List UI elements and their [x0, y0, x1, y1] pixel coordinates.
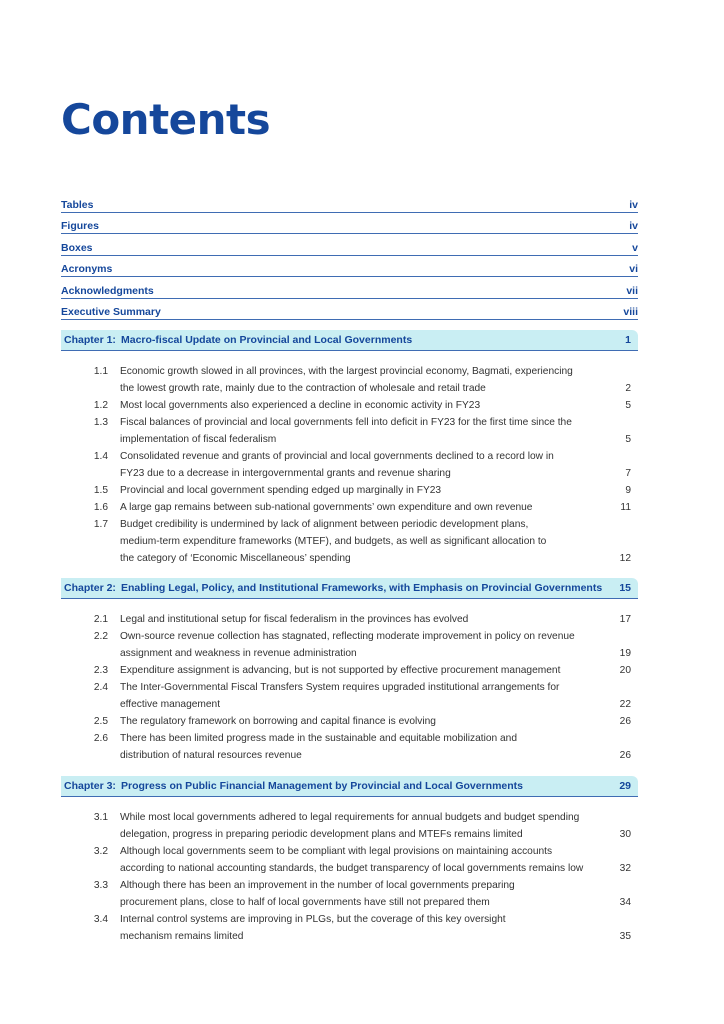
toc-section-1-3[interactable] — [61, 414, 631, 448]
section-number: 3.3 — [93, 880, 108, 891]
section-title: While most local governments adhered to legal requirements for annual budgets and budget spending delegation, progress in preparing periodic development plans and MTEFs remains limited — [120, 812, 580, 841]
toc-entry-page: iv — [629, 220, 638, 232]
toc-section-2-2[interactable] — [61, 628, 631, 662]
section-title: The Inter-Governmental Fiscal Transfers System requires upgraded institutional arrangements for effective management — [120, 682, 560, 711]
toc-entry-figures[interactable] — [61, 213, 638, 235]
section-number: 2.6 — [93, 733, 108, 744]
chapter-title: Enabling Legal, Policy, and Institutional Frameworks, with Emphasis on Provincial Governments — [121, 582, 603, 594]
toc-entry-page: v — [632, 241, 638, 254]
section-page: 7 — [625, 468, 631, 480]
toc-section-1-2[interactable] — [61, 397, 631, 414]
toc-entry-page: vii — [626, 284, 638, 297]
section-number: 1.3 — [93, 417, 108, 428]
toc-entry-boxes[interactable] — [61, 234, 638, 256]
toc-entry-tables[interactable] — [61, 191, 638, 213]
toc-entry-label: Acronyms — [61, 263, 113, 275]
section-number: 3.4 — [93, 914, 108, 925]
toc-entry-label: Tables — [61, 198, 94, 211]
toc-entry-label: Acknowledgments — [61, 284, 154, 297]
toc-entry-label: Boxes — [61, 241, 93, 254]
section-number: 2.1 — [93, 614, 108, 625]
chapter-2-heading[interactable] — [61, 578, 638, 599]
section-page: 20 — [619, 665, 631, 676]
chapter-title: Macro-fiscal Update on Provincial and Local Governments — [121, 334, 413, 346]
section-page: 5 — [625, 400, 631, 411]
section-title: Fiscal balances of provincial and local governments fell into deficit in FY23 for the first time since the implementation of fiscal federalism — [120, 417, 572, 446]
toc-section-3-2[interactable] — [61, 843, 631, 877]
section-number: 3.1 — [93, 812, 108, 823]
toc-section-1-4[interactable] — [61, 448, 631, 482]
toc-section-2-6[interactable] — [61, 730, 631, 764]
section-title: Consolidated revenue and grants of provincial and local governments declined to a record low in FY23 due to a decrease in intergovernmental grants and revenue sharing — [120, 451, 554, 480]
section-title: There has been limited progress made in the sustainable and equitable mobilization and distribution of natural resources revenue — [120, 733, 517, 762]
toc-section-2-5[interactable] — [61, 713, 631, 730]
toc-section-2-1[interactable] — [61, 611, 631, 628]
section-title: Budget credibility is undermined by lack of alignment between periodic development plans, medium-term expenditure frameworks (MTEF), and budgets, as well as significant allocation to the category of ‘Economic Miscellaneous’ spending — [120, 519, 547, 565]
section-number: 1.2 — [93, 400, 108, 411]
section-title: Internal control systems are improving in PLGs, but the coverage of this key oversight mechanism remains limited — [120, 914, 506, 943]
section-title: Legal and institutional setup for fiscal federalism in the provinces has evolved — [120, 614, 469, 625]
section-number: 1.7 — [93, 519, 108, 530]
toc-entry-label: Figures — [61, 220, 99, 232]
chapter-title: Progress on Public Financial Management by Provincial and Local Governments — [121, 780, 524, 792]
toc-entry-acknowledgments[interactable] — [61, 277, 638, 299]
toc-section-1-5[interactable] — [61, 482, 631, 499]
section-title: Expenditure assignment is advancing, but is not supported by effective procurement management — [120, 665, 561, 676]
section-title: Own-source revenue collection has stagnated, reflecting moderate improvement in policy on revenue assignment and weakness in revenue administration — [120, 631, 575, 660]
section-page: 11 — [620, 502, 631, 513]
section-page: 19 — [619, 648, 631, 660]
chapter-3-heading[interactable] — [61, 776, 638, 797]
section-number: 1.1 — [93, 366, 108, 377]
section-page: 34 — [619, 897, 631, 909]
section-page: 5 — [625, 434, 631, 446]
toc-section-2-4[interactable] — [61, 679, 631, 713]
section-title: Provincial and local government spending edged up marginally in FY23 — [120, 485, 442, 496]
section-title: The regulatory framework on borrowing and capital finance is evolving — [120, 716, 436, 727]
section-page: 22 — [619, 699, 631, 711]
section-number: 2.2 — [93, 631, 108, 642]
section-title: Economic growth slowed in all provinces, with the largest provincial economy, Bagmati, experiencing the lowest growth rate, mainly due to the contraction of wholesale and retail trade — [120, 366, 573, 395]
section-title: A large gap remains between sub-national governments’ own expenditure and own revenue — [120, 502, 533, 513]
section-title: Most local governments also experienced a decline in economic activity in FY23 — [120, 400, 481, 411]
toc-entry-label: Executive Summary — [61, 306, 161, 318]
toc-section-3-1[interactable] — [61, 809, 631, 843]
chapter-1-heading[interactable] — [61, 330, 638, 351]
section-page: 12 — [619, 553, 631, 565]
section-title: Although there has been an improvement in the number of local governments preparing procurement plans, close to half of local governments have still not prepared them — [120, 880, 515, 909]
section-number: 2.4 — [93, 682, 108, 693]
chapter-number: Chapter 2: — [64, 582, 116, 594]
page-title: Contents — [61, 95, 271, 144]
section-page: 9 — [625, 485, 631, 496]
section-number: 2.5 — [93, 716, 108, 727]
chapter-number: Chapter 3: — [64, 780, 116, 792]
section-number: 2.3 — [93, 665, 108, 676]
section-page: 2 — [625, 383, 631, 395]
section-page: 26 — [619, 716, 631, 727]
toc-section-2-3[interactable] — [61, 662, 631, 679]
toc-entry-acronyms[interactable] — [61, 256, 638, 278]
toc-section-3-3[interactable] — [61, 877, 631, 911]
section-number: 3.2 — [93, 846, 108, 857]
section-number: 1.5 — [93, 485, 108, 496]
chapter-page: 29 — [619, 780, 631, 792]
chapter-number: Chapter 1: — [64, 334, 116, 346]
toc-entry-page: vi — [629, 263, 638, 275]
section-number: 1.4 — [93, 451, 108, 462]
toc-entry-page: viii — [623, 306, 638, 318]
section-page: 26 — [619, 750, 631, 762]
chapter-page: 1 — [625, 334, 631, 346]
toc-section-1-7[interactable] — [61, 516, 631, 568]
section-number: 1.6 — [93, 502, 108, 513]
front-matter-list — [61, 191, 638, 320]
toc-section-3-4[interactable] — [61, 911, 631, 945]
toc-entry-page: iv — [629, 198, 638, 211]
section-page: 17 — [619, 614, 631, 625]
section-page: 32 — [619, 863, 631, 875]
toc-section-1-1[interactable] — [61, 363, 631, 397]
chapter-page: 15 — [619, 582, 631, 594]
section-page: 30 — [619, 829, 631, 841]
section-page: 35 — [619, 931, 631, 943]
section-title: Although local governments seem to be compliant with legal provisions on maintaining accounts according to national accounting standards, the budget transparency of local governments remains low — [120, 846, 584, 875]
toc-entry-executive-summary[interactable] — [61, 299, 638, 321]
toc-section-1-6[interactable] — [61, 499, 631, 516]
